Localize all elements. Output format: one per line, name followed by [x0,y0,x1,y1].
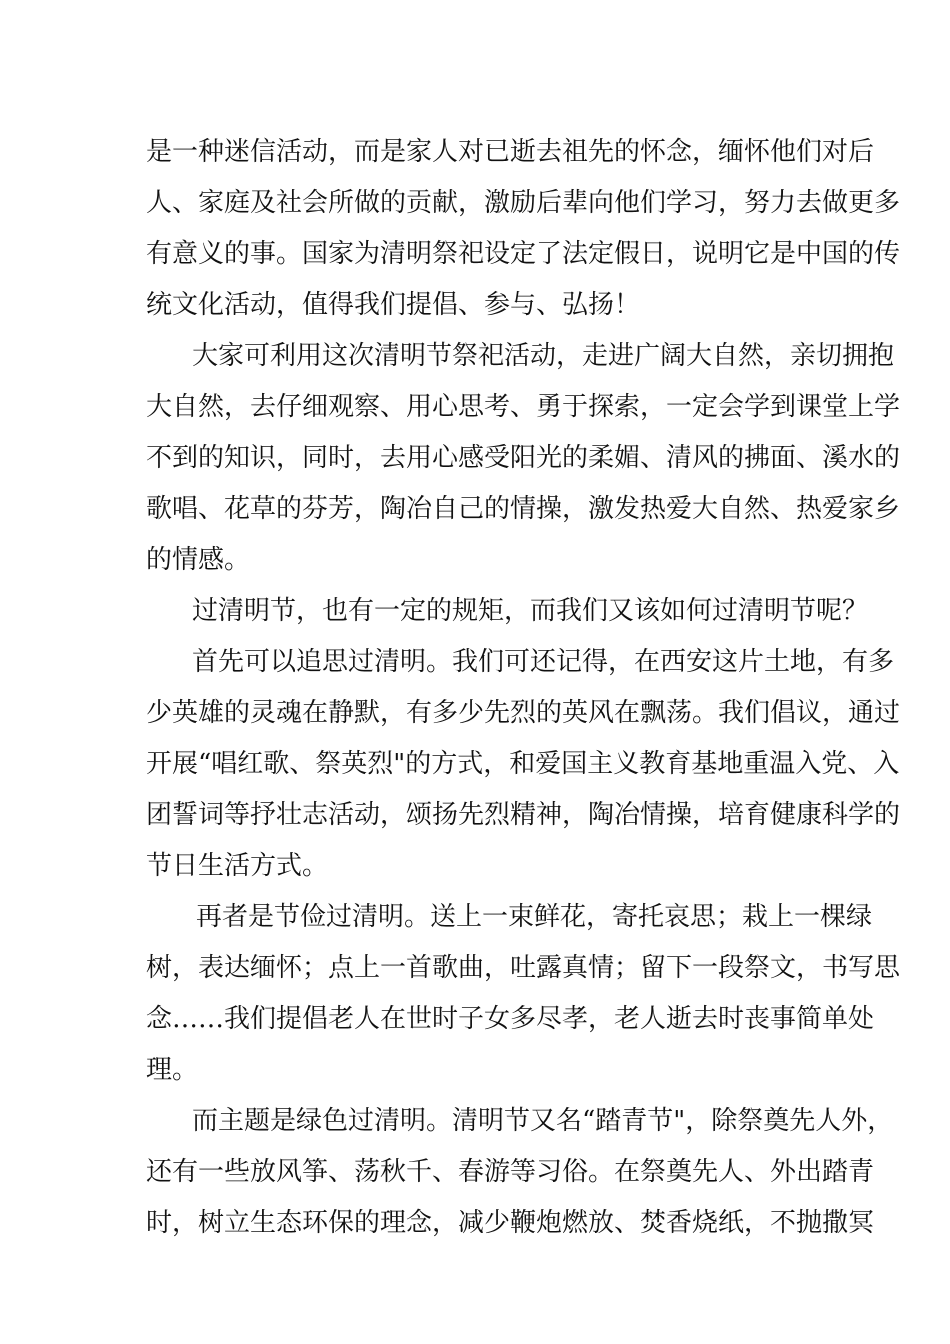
text-line: 统文化活动，值得我们提倡、参与、弘扬！ [146,290,641,320]
text-line: 人、家庭及社会所做的贡献，激励后辈向他们学习，努力去做更多 [146,188,901,218]
text-line: 歌唱、花草的芬芳，陶冶自己的情操，激发热爱大自然、热爱家乡 [146,494,901,524]
text-line: 开展“唱红歌、祭英烈"的方式，和爱国主义教育基地重温入党、入 [146,749,900,779]
text-line: 时，树立生态环保的理念，减少鞭炮燃放、焚香烧纸，不抛撒冥 [146,1208,875,1238]
text-line: 节日生活方式。 [146,851,329,881]
text-line: 的情感。 [146,545,251,575]
text-line: 还有一些放风筝、荡秋千、春游等习俗。在祭奠先人、外出踏青 [146,1157,875,1187]
text-line: 而主题是绿色过清明。清明节又名“踏青节"，除祭奠先人外， [192,1106,894,1136]
text-line: 是一种迷信活动，而是家人对已逝去祖先的怀念，缅怀他们对后 [146,137,875,167]
text-line: 少英雄的灵魂在静默，有多少先烈的英风在飘荡。我们倡议，通过 [146,698,901,728]
text-line: 大家可利用这次清明节祭祀活动，走进广阔大自然，亲切拥抱 [192,341,895,371]
text-line: 首先可以追思过清明。我们可还记得，在西安这片土地，有多 [192,647,895,677]
text-line: 大自然，去仔细观察、用心思考、勇于探索，一定会学到课堂上学 [146,392,901,422]
text-line: 再者是节俭过清明。送上一束鲜花，寄托哀思；栽上一棵绿 [196,902,873,932]
text-line: 理。 [146,1055,199,1085]
text-line: 树，表达缅怀；点上一首歌曲，吐露真情；留下一段祭文，书写思 [146,953,901,983]
text-line: 不到的知识，同时，去用心感受阳光的柔媚、清风的拂面、溪水的 [146,443,901,473]
text-line: 念……我们提倡老人在世时子女多尽孝，老人逝去时丧事简单处 [146,1004,875,1034]
text-line: 过清明节，也有一定的规矩，而我们又该如何过清明节呢？ [192,596,869,626]
text-line: 有意义的事。国家为清明祭祀设定了法定假日，说明它是中国的传 [146,239,901,269]
text-line: 团誓词等抒壮志活动，颂扬先烈精神，陶冶情操，培育健康科学的 [146,800,901,830]
